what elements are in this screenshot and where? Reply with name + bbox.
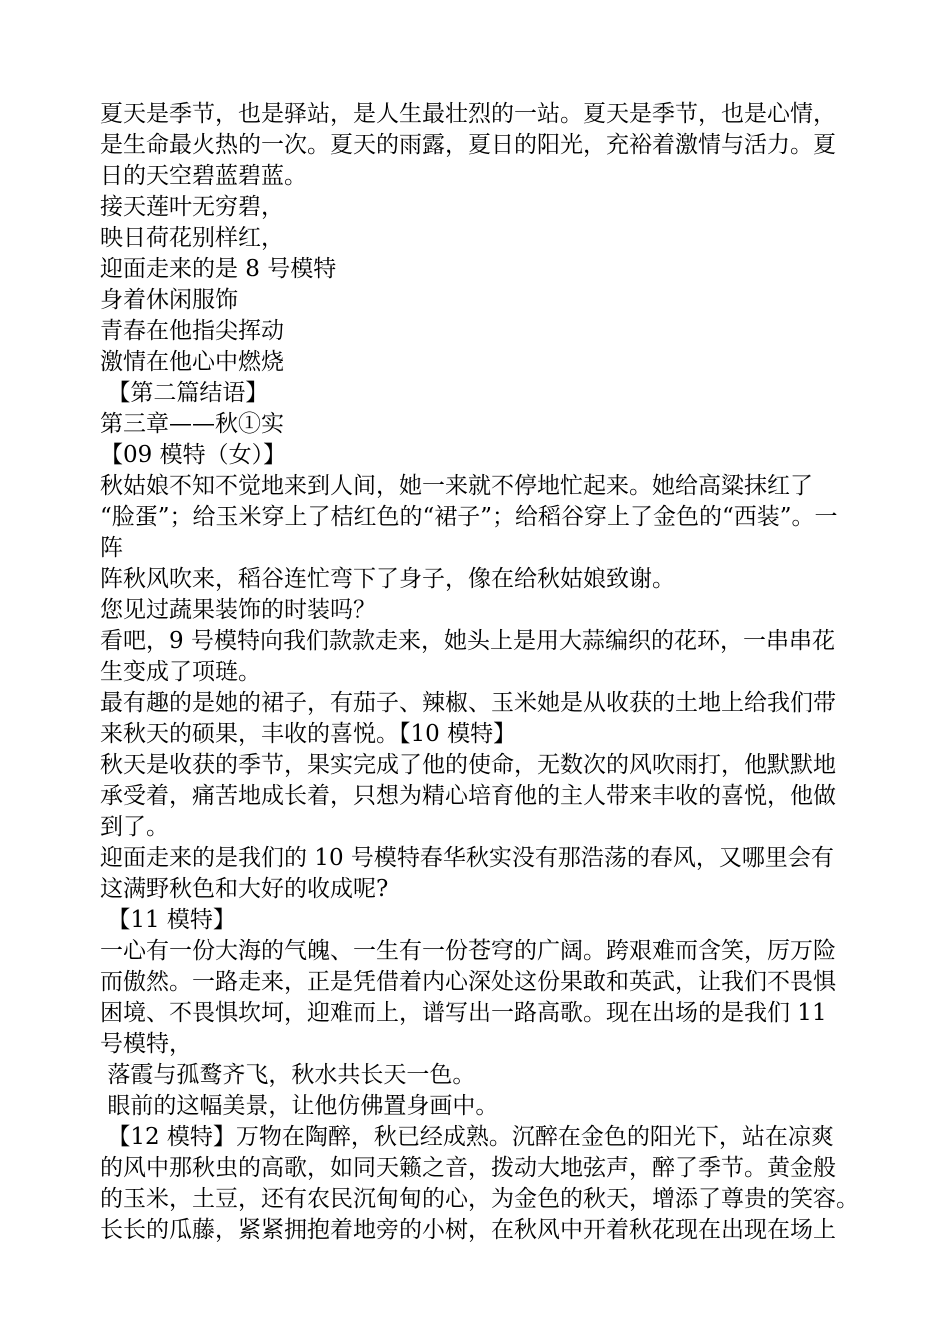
- text-line: 长长的瓜藤，紧紧拥抱着地旁的小树，在秋风中开着秋花现在出现在场上: [100, 1217, 836, 1243]
- text-line: 最有趣的是她的裙子，有茄子、辣椒、玉米她是从收获的土地上给我们带: [100, 690, 836, 716]
- text-line: 这满野秋色和大好的收成呢?: [100, 876, 389, 902]
- chapter-heading: 第三章——秋①实: [100, 411, 284, 437]
- text-line: 激情在他心中燃烧: [100, 349, 284, 375]
- text-line: 【12 模特】万物在陶醉，秋已经成熟。沉醉在金色的阳光下，站在凉爽: [100, 1124, 834, 1150]
- text-line: 秋天是收获的季节，果实完成了他的使命，无数次的风吹雨打，他默默地: [100, 752, 836, 778]
- text-line: 青春在他指尖挥动: [100, 318, 284, 344]
- text-line: 生变成了项琏。: [100, 659, 261, 685]
- text-line: 一心有一份大海的气魄、一生有一份苍穹的广阔。跨艰难而含笑，厉万险: [100, 938, 836, 964]
- text-line: 而傲然。一路走来，正是凭借着内心深处这份果敢和英武，让我们不畏惧: [100, 969, 836, 995]
- text-line: 日的天空碧蓝碧蓝。: [100, 163, 307, 189]
- text-line: 落霞与孤鹜齐飞，秋水共长天一色。: [100, 1062, 476, 1088]
- text-line: 来秋天的硕果，丰收的喜悦。【10 模特】: [100, 721, 517, 747]
- model-heading: 【09 模特（女）】: [100, 442, 287, 468]
- section-heading: 【第二篇结语】: [100, 380, 269, 406]
- text-line: 是生命最火热的一次。夏天的雨露，夏日的阳光，充裕着激情与活力。夏: [100, 132, 836, 158]
- text-line: 接天莲叶无穷碧，: [100, 194, 284, 220]
- text-line: 承受着，痛苦地成长着，只想为精心培育他的主人带来丰收的喜悦，他做: [100, 783, 836, 809]
- text-line: 映日荷花别样红，: [100, 225, 284, 251]
- text-line: 的玉米，土豆，还有农民沉甸甸的心，为金色的秋天，增添了尊贵的笑容。: [100, 1186, 859, 1212]
- text-line: 阵秋风吹来，稻谷连忙弯下了身子，像在给秋姑娘致谢。: [100, 566, 675, 592]
- text-line: 看吧，9 号模特向我们款款走来，她头上是用大蒜编织的花环，一串串花: [100, 628, 835, 654]
- text-line: 到了。: [100, 814, 169, 840]
- model-heading: 【11 模特】: [100, 907, 236, 933]
- text-line: “脸蛋”；给玉米穿上了桔红色的“裙子”；给稻谷穿上了金色的“西装”。一阵: [100, 504, 838, 561]
- text-line: 迎面走来的是 8 号模特: [100, 256, 337, 282]
- text-line: 夏天是季节，也是驿站，是人生最壮烈的一站。夏天是季节，也是心情，: [100, 101, 836, 127]
- text-line: 身着休闲服饰: [100, 287, 238, 313]
- text-line: 眼前的这幅美景，让他仿佛置身画中。: [100, 1093, 499, 1119]
- text-line: 号模特，: [100, 1031, 192, 1057]
- text-line: 您见过蔬果装饰的时装吗？: [100, 597, 376, 623]
- text-line: 的风中那秋虫的高歌，如同天籁之音，拨动大地弦声，醉了季节。黄金般: [100, 1155, 836, 1181]
- document-body: [100, 99, 860, 1246]
- text-line: 秋姑娘不知不觉地来到人间，她一来就不停地忙起来。她给高粱抹红了: [100, 473, 813, 499]
- text-line: 迎面走来的是我们的 10 号模特春华秋实没有那浩荡的春风，又哪里会有: [100, 845, 834, 871]
- text-line: 困境、不畏惧坎坷，迎难而上，谱写出一路高歌。现在出场的是我们 11: [100, 1000, 827, 1026]
